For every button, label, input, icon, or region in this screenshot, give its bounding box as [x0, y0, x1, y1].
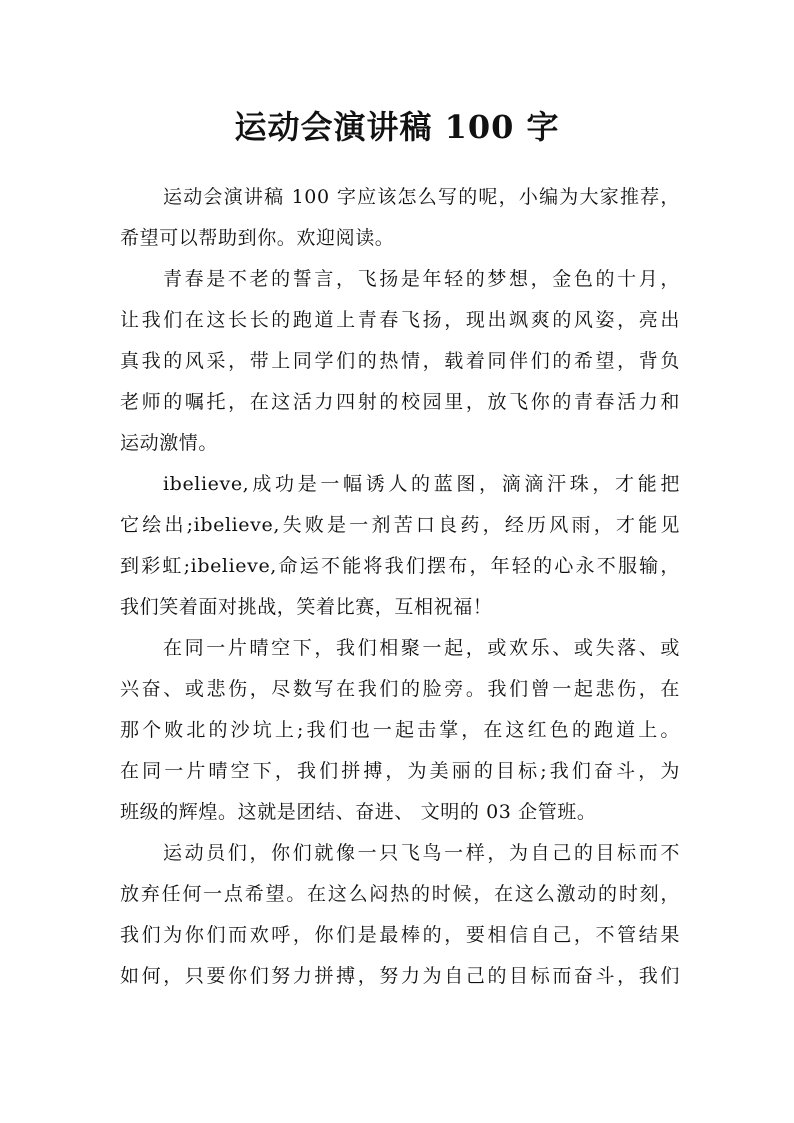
text-line: 那个败北的沙坑上;我们也一起击掌，在这红色的跑道上。 — [120, 719, 680, 741]
paragraph-intro — [120, 177, 680, 259]
text-line: ibelieve,成功是一幅诱人的蓝图，滴滴汗珠，才能把 — [163, 473, 680, 495]
text-line: 运动会演讲稿 100 字应该怎么写的呢，小编为大家推荐， — [163, 186, 680, 208]
text-line: 在同一片晴空下，我们相聚一起，或欢乐、或失落、或 — [163, 637, 680, 659]
paragraph-youth — [120, 259, 680, 464]
paragraph-athletes — [120, 833, 680, 997]
text-line: 我们笑着面对挑战，笑着比赛，互相祝福！ — [120, 596, 493, 618]
text-line: 到彩虹;ibelieve,命运不能将我们摆布，年轻的心永不服输， — [120, 555, 680, 577]
text-line: 运动员们，你们就像一只飞鸟一样，为自己的目标而不 — [163, 842, 680, 864]
text-line: 班级的辉煌。这就是团结、奋进、 文明的 03 企管班。 — [120, 801, 597, 823]
text-line: 兴奋、或悲伤，尽数写在我们的脸旁。我们曾一起悲伤，在 — [120, 678, 680, 700]
text-line: 如何，只要你们努力拼搏，努力为自己的目标而奋斗，我们 — [120, 965, 680, 987]
document-body — [120, 177, 680, 997]
document-title: 运动会演讲稿 100 字 — [234, 108, 560, 146]
text-line: 它绘出;ibelieve,失败是一剂苦口良药，经历风雨，才能见 — [120, 514, 680, 536]
paragraph-same-sky — [120, 628, 680, 833]
text-line: 真我的风采，带上同学们的热情，载着同伴们的希望，背负 — [120, 350, 680, 372]
text-line: 我们为你们而欢呼，你们是最棒的，要相信自己，不管结果 — [120, 924, 680, 946]
text-line: 希望可以帮助到你。欢迎阅读。 — [120, 227, 395, 249]
text-line: 让我们在这长长的跑道上青春飞扬，现出飒爽的风姿，亮出 — [120, 309, 680, 331]
paragraph-ibelieve — [120, 464, 680, 628]
text-line: 青春是不老的誓言，飞扬是年轻的梦想，金色的十月， — [163, 268, 680, 290]
text-line: 在同一片晴空下，我们拼搏，为美丽的目标;我们奋斗，为 — [120, 760, 680, 782]
text-line: 运动激情。 — [120, 432, 219, 454]
text-line: 放弃任何一点希望。在这么闷热的时候，在这么激动的时刻， — [120, 883, 680, 905]
text-line: 老师的嘱托，在这活力四射的校园里，放飞你的青春活力和 — [120, 391, 680, 413]
